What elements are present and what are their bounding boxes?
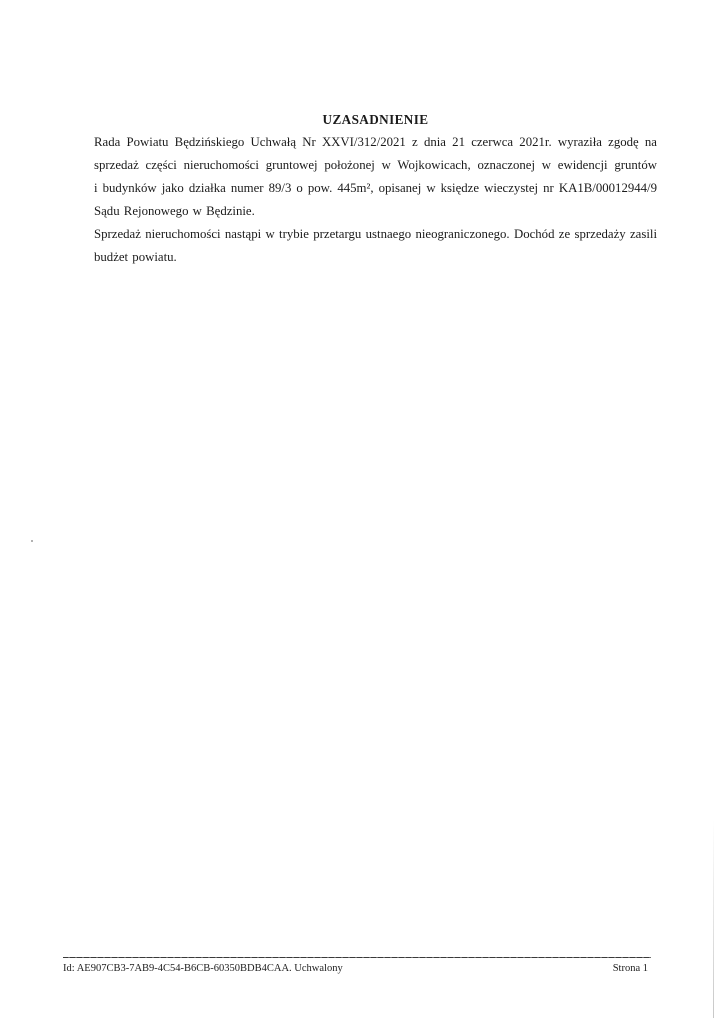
paragraph [94, 131, 657, 223]
footer-divider-line [63, 957, 651, 958]
document-paragraphs [94, 131, 657, 269]
footer-page-number: Strona 1 [612, 963, 648, 974]
footer-document-id: Id: AE907CB3-7AB9-4C54-B6CB-60350BDB4CAA. Uchwalony [63, 963, 343, 974]
scan-edge-artifact [713, 820, 714, 1018]
document-body [94, 108, 657, 269]
text-line: sprzedaż części nieruchomości gruntowej położonej w Wojkowicach, oznaczonej w ewidencji gruntów [94, 158, 657, 172]
text-line: budżet powiatu. [94, 250, 177, 264]
paragraph [94, 223, 657, 269]
text-line: i budynków jako działka numer 89/3 o pow. 445m², opisanej w księdze wieczystej nr KA1B/00012944/9 [94, 181, 657, 195]
text-line: Sądu Rejonowego w Będzinie. [94, 204, 255, 218]
document-title: UZASADNIENIE [322, 112, 429, 127]
scan-artifact-dot [31, 540, 33, 542]
text-line: Rada Powiatu Będzińskiego Uchwałą Nr XXVI/312/2021 z dnia 21 czerwca 2021r. wyraziła zgodę na [94, 135, 657, 149]
page-footer [63, 961, 648, 976]
text-line: Sprzedaż nieruchomości nastąpi w trybie przetargu ustnaego nieograniczonego. Dochód ze sprzedaży zasili [94, 227, 657, 241]
